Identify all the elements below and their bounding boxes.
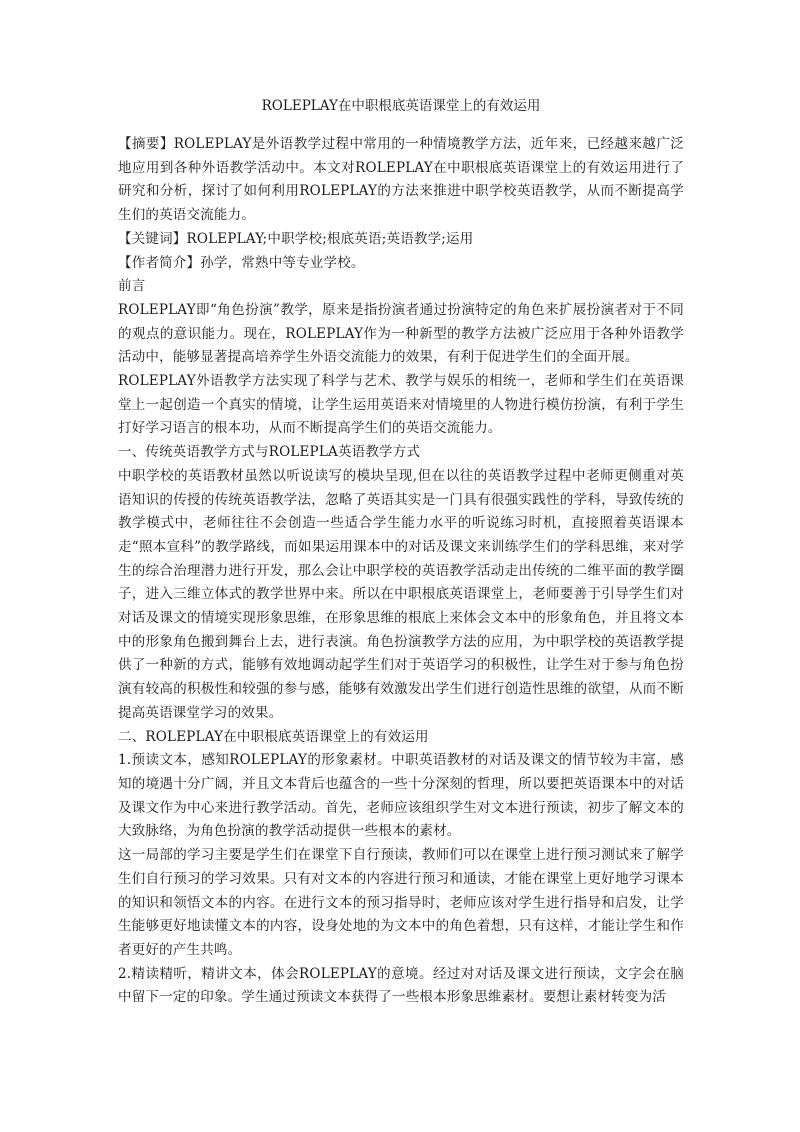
document-title: ROLEPLAY在中职根底英语课堂上的有效运用 <box>261 98 541 114</box>
section-1-heading: 一、传统英语教学方式与ROLEPLA英语教学方式 <box>118 444 421 461</box>
author-paragraph: 【作者简介】孙学，常熟中等专业学校。 <box>118 254 365 271</box>
section-2-paragraph-1: 1.预读文本，感知ROLEPLAY的形象素材。中职英语教材的对话及课文的情节较为丰富，感知的境遇十分广阔，并且文本背后也蕴含的一些十分深刻的哲理，所以要把英语课本中的对话及课文作为中心来进行教学活动。首先，老师应该组织学生对文本进行预读，初步了解文本的大致脉络，为角色扮演的教学活动提供一些根本的素材。 <box>118 752 684 840</box>
abstract-paragraph: 【摘要】ROLEPLAY是外语教学过程中常用的一种情境教学方法，近年来，已经越来越广泛地应用到各种外语教学活动中。本文对ROLEPLAY在中职根底英语课堂上的有效运用进行了研究和分析，探讨了如何利用ROLEPLAY的方法来推进中职学校英语教学，从而不断提高学生们的英语交流能力。 <box>118 136 684 224</box>
section-2-paragraph-2: 这一局部的学习主要是学生们在课堂下自行预读，教师们可以在课堂上进行预习测试来了解学生们自行预习的学习效果。只有对文本的内容进行预习和通读，才能在课堂上更好地学习课本的知识和领悟文本的内容。在进行文本的预习指导时，老师应该对学生进行指导和启发，让学生能够更好地读懂文本的内容，设身处地的为文本中的角色着想，只有这样，才能让学生和作者更好的产生共鸣。 <box>118 847 684 958</box>
section-2-paragraph-3: 2.精读精听，精讲文本，体会ROLEPLAY的意境。经过对对话及课文进行预读，文字会在脑中留下一定的印象。学生通过预读文本获得了一些根本形象思维素材。要想让素材转变为活 <box>118 965 684 1006</box>
preface-heading: 前言 <box>118 278 146 295</box>
preface-paragraph-2: ROLEPLAY外语教学方法实现了科学与艺术、教学与娱乐的相统一，老师和学生们在英语课堂上一起创造一个真实的情境，让学生运用英语来对情境里的人物进行模仿扮演，有利于学生打好学习语言的根本功，从而不断提高学生们的英语交流能力。 <box>118 373 684 437</box>
section-1-paragraph-1: 中职学校的英语教材虽然以听说读写的模块呈现,但在以往的英语教学过程中老师更侧重对英语知识的传授的传统英语教学法，忽略了英语其实是一门具有很强实践性的学科，导致传统的教学模式中，老师往往不会创造一些适合学生能力水平的听说练习时机，直接照着英语课本走“照本宣科”的教学路线，而如果运用课本中的对话及课文来训练学生们的学科思维，来对学生的综合治理潜力进行开发，那么会让中职学校的英语教学活动走出传统的二维平面的教学圈子，进入三维立体式的教学世界中来。所以在中职根底英语课堂上，老师要善于引导学生们对对话及课文的情境实现形象思维，在形象思维的根底上来体会文本中的形象角色，并且将文本中的形象角色搬到舞台上去，进行表演。角色扮演教学方法的应用，为中职学校的英语教学提供了一种新的方式，能够有效地调动起学生们对于英语学习的积极性，让学生对于参与角色扮演有较高的积极性和较强的参与感，能够有效激发出学生们进行创造性思维的欲望，从而不断提高英语课堂学习的效果。 <box>118 467 684 721</box>
keywords-paragraph: 【关键词】ROLEPLAY;中职学校;根底英语;英语教学;运用 <box>118 230 474 247</box>
section-2-heading: 二、ROLEPLAY在中职根底英语课堂上的有效运用 <box>118 728 429 745</box>
preface-paragraph-1: ROLEPLAY即“角色扮演”教学，原来是指扮演者通过扮演特定的角色来扩展扮演者对于不同的观点的意识能力。现在，ROLEPLAY作为一种新型的教学方法被广泛应用于各种外语教学活动中，能够显著提高培养学生外语交流能力的效果，有利于促进学生们的全面开展。 <box>118 301 684 366</box>
document-page <box>118 96 684 1010</box>
